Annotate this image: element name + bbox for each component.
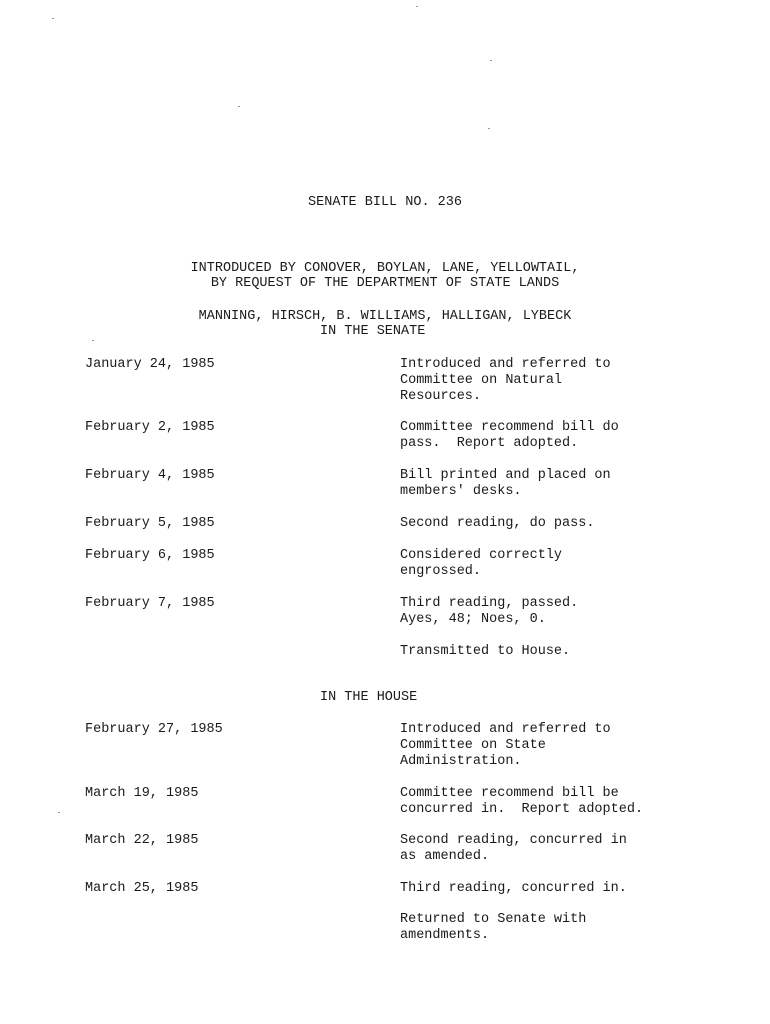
entry-date: March 25, 1985 — [85, 881, 199, 896]
entry-action — [400, 833, 730, 865]
entry-date: February 6, 1985 — [85, 548, 215, 563]
entry-date: February 2, 1985 — [85, 420, 215, 435]
action-line: Introduced and referred to — [400, 722, 611, 737]
entry-action — [400, 881, 730, 897]
action-line: Ayes, 48; Noes, 0. — [400, 612, 546, 627]
entry-date: March 22, 1985 — [85, 833, 199, 848]
action-line: Committee on State — [400, 738, 546, 753]
action-line: Introduced and referred to — [400, 357, 611, 372]
scan-speck — [488, 128, 490, 129]
action-line: Committee on Natural — [400, 373, 563, 388]
action-line: engrossed. — [400, 564, 482, 579]
entry-action — [400, 548, 730, 580]
scan-speck — [238, 106, 240, 107]
introduced-by-line: MANNING, HIRSCH, B. WILLIAMS, HALLIGAN, LYBECK — [198, 309, 572, 324]
action-line: Third reading, passed. — [400, 596, 579, 611]
entry-action — [400, 357, 730, 405]
entry-action — [400, 596, 730, 628]
scan-speck — [490, 60, 492, 61]
action-line: amendments. — [400, 928, 490, 943]
action-line: Second reading, do pass. — [400, 516, 595, 531]
action-line: Committee recommend bill be — [400, 786, 619, 801]
action-line: Committee recommend bill do — [400, 420, 619, 435]
action-line: Bill printed and placed on — [400, 468, 611, 483]
entry-action — [400, 516, 730, 532]
entry-date: February 27, 1985 — [85, 722, 223, 737]
entry-date: January 24, 1985 — [85, 357, 215, 372]
entry-date: February 7, 1985 — [85, 596, 215, 611]
action-line: Returned to Senate with — [400, 912, 587, 927]
entry-date: February 5, 1985 — [85, 516, 215, 531]
entry-action — [400, 468, 730, 500]
action-line: Second reading, concurred in — [400, 833, 627, 848]
entry-date: February 4, 1985 — [85, 468, 215, 483]
scan-speck — [416, 6, 418, 7]
entry-action — [400, 912, 730, 944]
request-line: BY REQUEST OF THE DEPARTMENT OF STATE LANDS — [210, 276, 560, 291]
entry-action — [400, 786, 730, 818]
scan-speck — [52, 18, 54, 19]
action-line: Third reading, concurred in. — [400, 881, 627, 896]
entry-action — [400, 722, 730, 770]
action-line: concurred in. Report adopted. — [400, 802, 644, 817]
scan-speck — [58, 812, 60, 813]
entry-action — [400, 420, 730, 452]
action-line: as amended. — [400, 849, 490, 864]
action-line: Resources. — [400, 389, 482, 404]
bill-title: SENATE BILL NO. 236 — [308, 195, 462, 210]
action-line: Transmitted to House. — [400, 644, 571, 659]
house-heading: IN THE HOUSE — [320, 690, 418, 705]
introduced-by-line: INTRODUCED BY CONOVER, BOYLAN, LANE, YELLOWTAIL, — [190, 261, 580, 276]
action-line: Considered correctly — [400, 548, 563, 563]
action-line: Administration. — [400, 754, 522, 769]
entry-date: March 19, 1985 — [85, 786, 199, 801]
action-line: members' desks. — [400, 484, 522, 499]
action-line: pass. Report adopted. — [400, 436, 579, 451]
entry-action — [400, 644, 730, 660]
senate-heading: IN THE SENATE — [320, 324, 426, 339]
